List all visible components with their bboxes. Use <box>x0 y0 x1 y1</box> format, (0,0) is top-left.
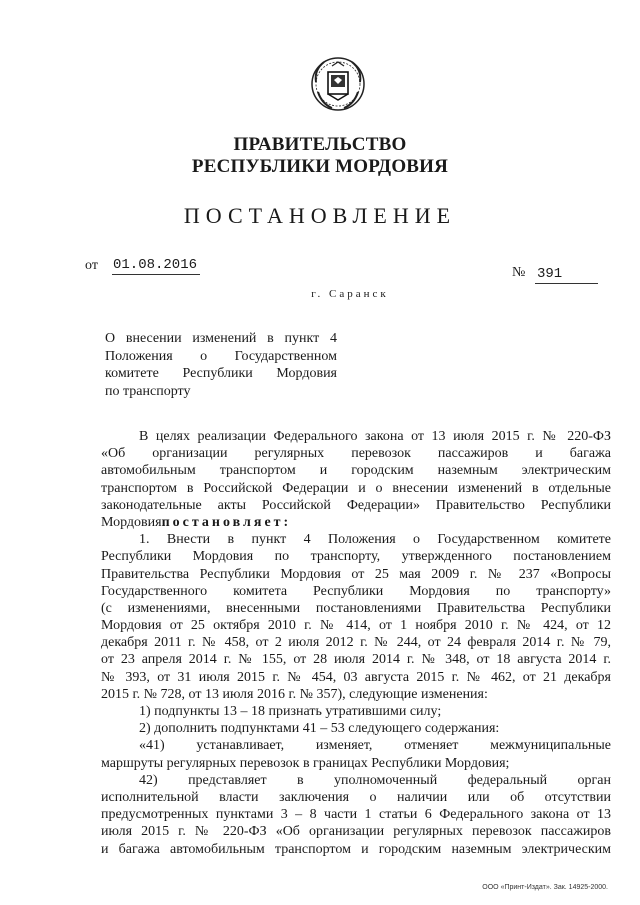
body-line: (с изменениями, внесенными постановлениями Правительства Республики <box>101 600 611 616</box>
decree-date: 01.08.2016 <box>113 257 198 273</box>
body-line: В целях реализации Федерального закона от 13 июля 2015 г. № 220-ФЗ <box>139 429 611 444</box>
body-line: исполнительной власти заключения о наличии или об отсутствии <box>101 789 611 805</box>
body-line: Республики Мордовия по транспорту, утвержденного постановлением <box>101 549 611 565</box>
body-line: июля 2015 г. № 220-ФЗ «Об организации регулярных перевозок пассажиров <box>101 824 611 840</box>
body-line: от 23 апреля 2014 г. № 155, от 28 июля 2014 г. № 348, от 18 августа 2014 г. <box>101 652 611 668</box>
body-line: 2015 г. № 728, от 13 июля 2016 г. № 357), следующие изменения: <box>101 686 488 702</box>
body-line: 42) представляет в уполномоченный федеральный орган <box>139 772 611 788</box>
printer-footer: ООО «Принт-Издат». Зак. 14925-2000. <box>482 884 608 891</box>
date-label: от <box>85 258 98 273</box>
decree-subject <box>105 330 337 400</box>
subject-line: Положения о Государственном <box>105 348 337 364</box>
government-title-line1: ПРАВИТЕЛЬСТВО <box>233 134 407 155</box>
body-line: Мордовия <box>101 514 162 530</box>
date-underline <box>112 274 200 275</box>
body-line: декабря 2011 г. № 458, от 2 июля 2012 г. № 244, от 24 февраля 2014 г. № 79, <box>101 635 611 651</box>
body-line: транспортом в Российской Федерации и о внесении изменений в отдельные <box>101 480 611 496</box>
body-line: Мордовия от 25 октября 2010 г. № 414, от 1 ноября 2010 г. № 424, от 12 <box>101 618 611 634</box>
subject-line: О внесении изменений в пункт 4 <box>105 331 337 346</box>
body-line: № 393, от 31 июля 2015 г. № 454, 03 августа 2015 г. № 462, от 21 декабря <box>101 669 611 685</box>
body-line: «Об организации регулярных перевозок пассажиров и багажа <box>101 446 611 462</box>
number-underline <box>535 283 598 284</box>
coat-of-arms-emblem <box>306 52 370 116</box>
resolves-word: постановляет: <box>161 514 292 530</box>
body-line: 1. Внести в пункт 4 Положения о Государственном комитете <box>139 532 611 548</box>
body-line-resolves <box>101 514 611 531</box>
body-line: Правительства Республики Мордовия от 25 мая 2009 г. № 237 «Вопросы <box>101 566 611 582</box>
number-label: № <box>512 265 526 280</box>
subject-line: по транспорту <box>105 383 191 399</box>
body-line: и багажа автомобильным транспортом и городским наземным электрическим <box>101 841 611 857</box>
body-line: автомобильным транспортом и городским наземным электрическим <box>101 463 611 479</box>
body-line: 2) дополнить подпунктами 41 – 53 следующего содержания: <box>139 721 500 737</box>
decree-body <box>101 428 611 858</box>
body-line: законодательные акты Российской Федерации» Правительство Республики <box>101 497 611 513</box>
decree-number: 391 <box>537 266 563 282</box>
body-line: предусмотренных пунктами 3 – 8 части 1 статьи 6 Федерального закона от 13 <box>101 807 611 823</box>
body-line: Государственного комитета Республики Мордовия по транспорту» <box>101 583 611 599</box>
body-line: 1) подпункты 13 – 18 признать утратившими силу; <box>139 704 442 719</box>
body-line: маршруты регулярных перевозок в границах Республики Мордовия; <box>101 755 510 771</box>
subject-line: комитете Республики Мордовия <box>105 366 337 381</box>
body-line: «41) устанавливает, изменяет, отменяет межмуниципальные <box>139 738 611 754</box>
government-title-line2: РЕСПУБЛИКИ МОРДОВИЯ <box>191 156 449 177</box>
document-type-title: ПОСТАНОВЛЕНИЕ <box>183 203 457 228</box>
city-name: г. Саранск <box>311 288 389 300</box>
